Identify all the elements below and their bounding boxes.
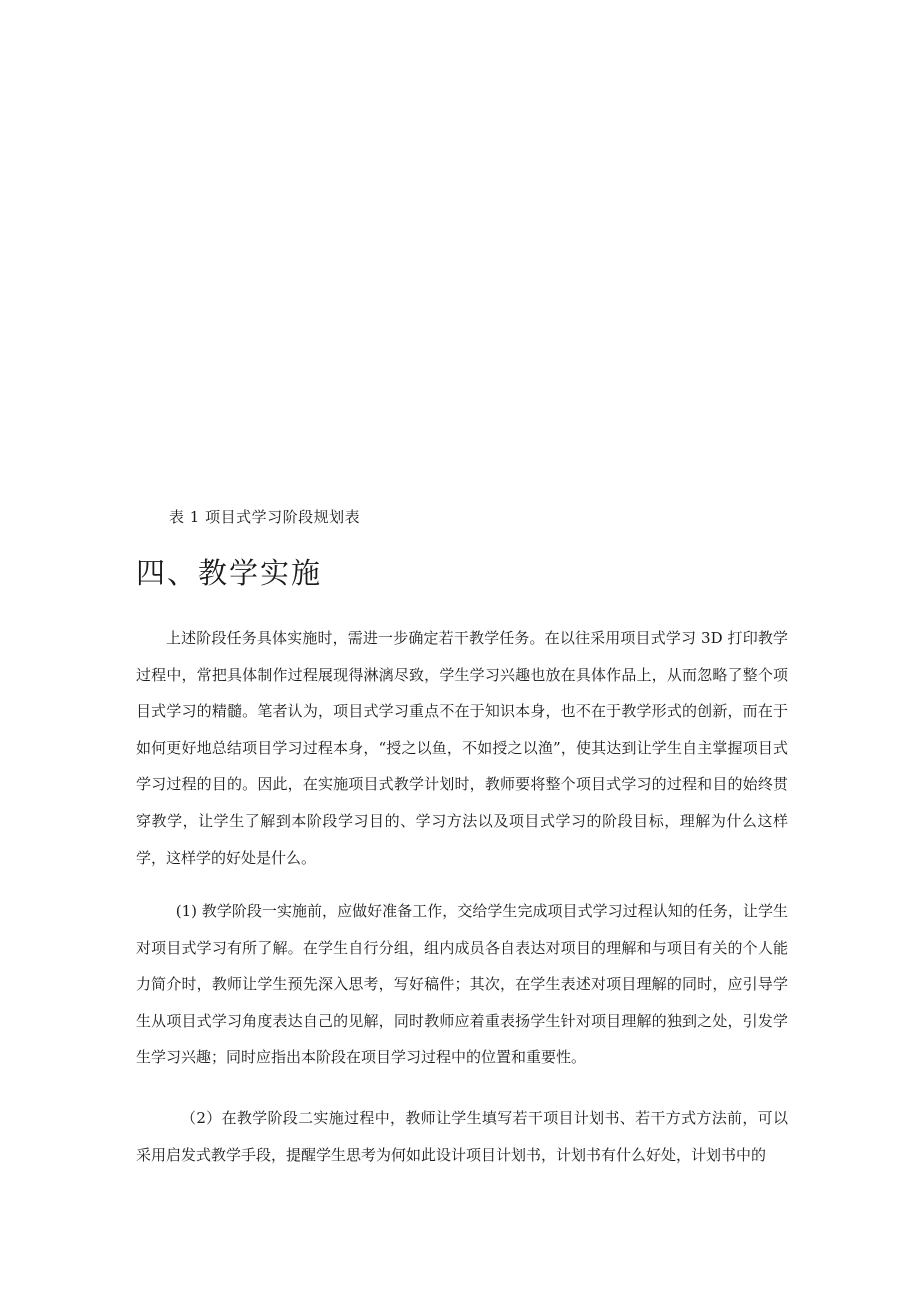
body-paragraph-3: （2）在教学阶段二实施过程中，教师让学生填写若干项目计划书、若干方式方法前，可以采用启发式教学手段，提醒学生思考为何如此设计项目计划书，计划书有什么好处，计划书中的 [136,1109,788,1164]
body-paragraph-2: (1) 教学阶段一实施前，应做好准备工作，交给学生完成项目式学习过程认知的任务，让学生对项目式学习有所了解。在学生自行分组，组内成员各自表达对项目的理解和与项目有关的个人能力简介时，教师让学生预先深入思考，写好稿件；其次，在学生表述对项目理解的同时，应引导学生从项目式学习角度表达自己的见解，同时教师应着重表扬学生针对项目理解的独到之处，引发学生学习兴趣；同时应指出本阶段在项目学习过程中的位置和重要性。 [136,902,788,1067]
body-paragraph-1: 上述阶段任务具体实施时，需进一步确定若干教学任务。在以往采用项目式学习 3D 打印教学过程中，常把具体制作过程展现得淋漓尽致，学生学习兴趣也放在具体作品上，从而忽略了整个项目式学习的精髓。笔者认为，项目式学习重点不在于知识本身，也不在于教学形式的创新，而在于如何更好地总结项目学习过程本身，“授之以鱼，不如授之以渔”，使其达到让学生自主掌握项目式学习过程的目的。因此，在实施项目式教学计划时，教师要将整个项目式学习的过程和目的始终贯穿教学，让学生了解到本阶段学习目的、学习方法以及项目式学习的阶段目标，理解为什么这样学，这样学的好处是什么。 [136,629,788,867]
table-caption: 表 1 项目式学习阶段规划表 [169,508,361,526]
section-heading: 四、教学实施 [136,556,323,590]
